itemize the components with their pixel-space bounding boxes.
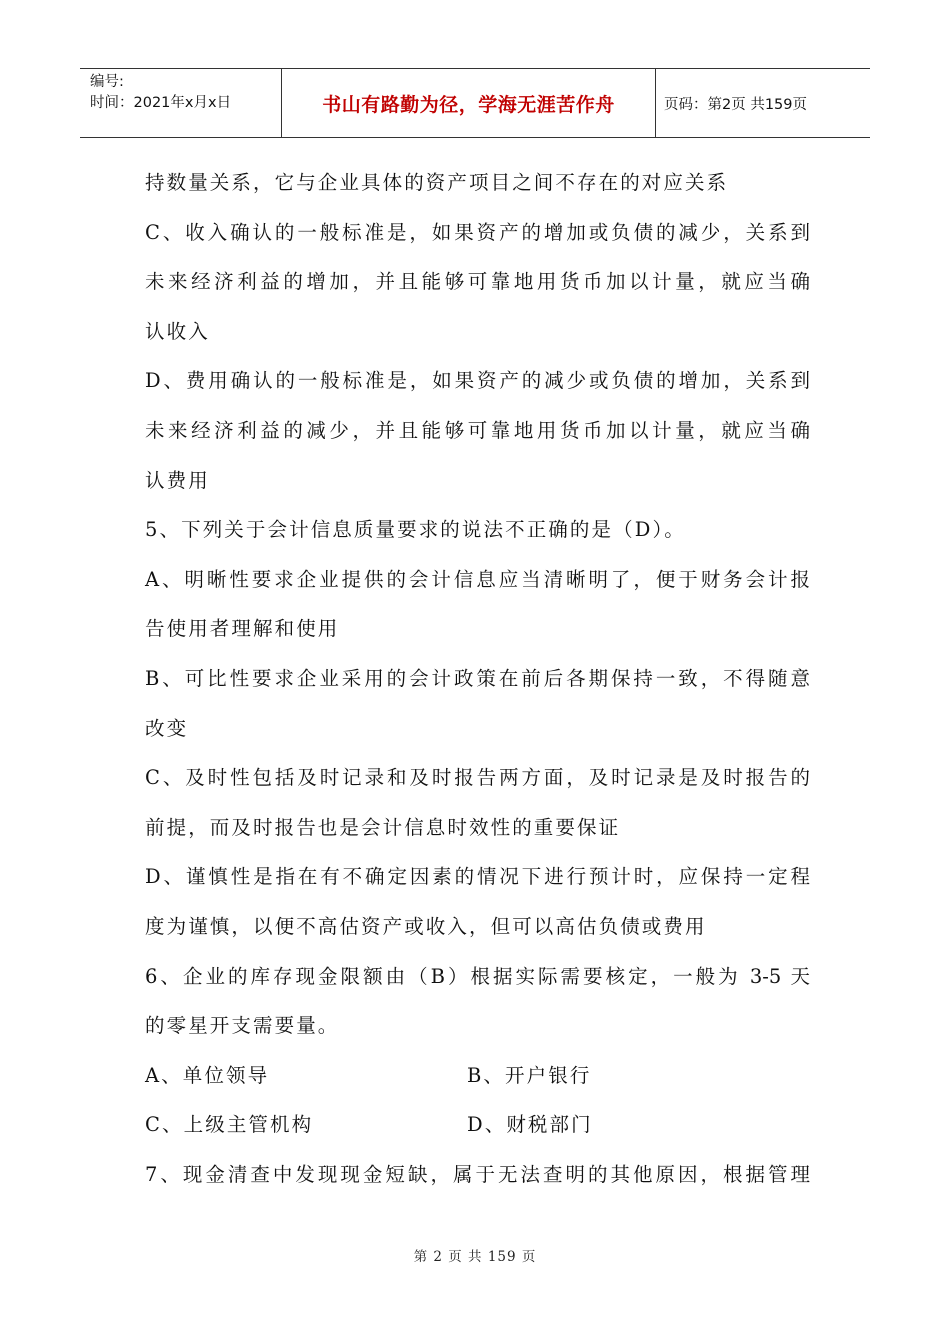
text-line: 认收入 bbox=[145, 319, 210, 343]
header-page-info: 页码：第2页 共159页 bbox=[664, 96, 808, 113]
text-line: B、可比性要求企业采用的会计政策在前后各期保持一致，不得随意 bbox=[145, 666, 810, 690]
document-date: 时间：2021年x月x日 bbox=[90, 95, 232, 111]
text-line: C、及时性包括及时记录和及时报告两方面，及时记录是及时报告的 bbox=[145, 766, 810, 790]
option-b: B、开户银行 bbox=[467, 1063, 592, 1087]
text-line: 认费用 bbox=[145, 468, 210, 492]
text-line: 前提，而及时报告也是会计信息时效性的重要保证 bbox=[145, 815, 621, 839]
page-footer: 第 2 页 共 159 页 bbox=[413, 1249, 537, 1265]
question-6: 6、企业的库存现金限额由（B）根据实际需要核定，一般为 3-5 天 bbox=[145, 964, 810, 988]
options-row bbox=[145, 1100, 810, 1150]
header-motto: 书山有路勤为径，学海无涯苦作舟 bbox=[322, 93, 615, 116]
text-line: 告使用者理解和使用 bbox=[145, 617, 340, 641]
text-line: 未来经济利益的减少，并且能够可靠地用货币加以计量，就应当确 bbox=[145, 418, 810, 442]
header-meta bbox=[80, 69, 282, 137]
text-line: C、收入确认的一般标准是，如果资产的增加或负债的减少，关系到 bbox=[145, 220, 810, 244]
document-body bbox=[145, 158, 810, 1199]
page-header bbox=[80, 68, 870, 138]
header-page-info-cell bbox=[656, 69, 870, 137]
text-line: D、谨慎性是指在有不确定因素的情况下进行预计时，应保持一定程 bbox=[145, 865, 810, 889]
option-c: C、上级主管机构 bbox=[145, 1113, 314, 1137]
text-line: 未来经济利益的增加，并且能够可靠地用货币加以计量，就应当确 bbox=[145, 270, 810, 294]
text-line: 改变 bbox=[145, 716, 189, 740]
text-line: 度为谨慎，以便不高估资产或收入，但可以高估负债或费用 bbox=[145, 914, 707, 938]
header-motto-cell bbox=[282, 69, 656, 137]
text-line: 持数量关系，它与企业具体的资产项目之间不存在的对应关系 bbox=[145, 171, 729, 194]
options-row bbox=[145, 1051, 810, 1101]
question-7: 7、现金清查中发现现金短缺，属于无法查明的其他原因，根据管理 bbox=[145, 1162, 810, 1186]
text-line: D、费用确认的一般标准是，如果资产的减少或负债的增加，关系到 bbox=[145, 369, 810, 393]
question-5: 5、下列关于会计信息质量要求的说法不正确的是（D）。 bbox=[145, 518, 686, 542]
option-d: D、财税部门 bbox=[467, 1113, 593, 1137]
document-number-label: 编号: bbox=[90, 74, 124, 90]
option-a: A、单位领导 bbox=[145, 1063, 270, 1087]
text-line: A、明晰性要求企业提供的会计信息应当清晰明了，便于财务会计报 bbox=[145, 567, 810, 591]
text-line: 的零星开支需要量。 bbox=[145, 1014, 340, 1038]
